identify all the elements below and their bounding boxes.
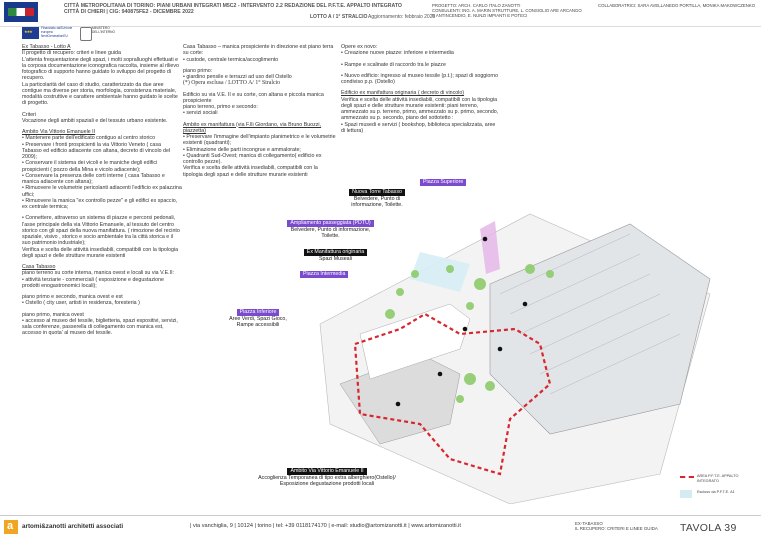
bullet: • Ostello ( city user, artisti in residenza, foresteria ) xyxy=(22,300,140,307)
bullet: • Spazi musedi e servizi ( bookshop, biblioteca specializzata, aree di lettura) xyxy=(341,121,496,134)
ambito-ve-tag: Ambito Via Vittorio Emanuele II xyxy=(287,468,366,475)
paragraph: Edificio su via V.E. II e su corte, con altana e piccola manica prospiciente xyxy=(183,91,324,104)
piazza-inferiore-desc: Aree Verdi, Spazi Gioco, Rampe accessibili xyxy=(229,315,287,328)
bullet: • Conservare il sistema dei vicoli e le maniche degli edifici prospicienti ( pozzo della Mina e vicolo adiacente); xyxy=(22,160,158,173)
italia-domani-logo xyxy=(4,2,38,22)
footer-subject xyxy=(575,521,658,531)
footer-subject-line1: EX-TABASSO xyxy=(575,521,603,526)
paragraph: Il progetto di recupero: criteri e linee guida xyxy=(22,50,121,57)
ampliamento-desc: Belvedere, Punto di informazione, Toilette. xyxy=(290,226,371,239)
paragraph: piano terreno su corte interna, manica ovest e locali su via V.E.II: xyxy=(22,270,175,277)
footer xyxy=(0,515,761,539)
header-title-line1: CITTÀ METROPOLITANA DI TORINO: PIANI URBANI INTEGRATI M5C2 - INTERVENTO 2.2 REDAZIONE DEL P.F.T.E. APPALTO INTEGRATO xyxy=(64,3,402,9)
paragraph: La particolarità del caso di studio, caratterizzato da due aree contigue ma diverse per storia, morfologia, consistenza materiale, modalità costruttive e carattere ambientale hanno guidato le scelte di progetto. xyxy=(22,81,178,107)
collaborators-label: COLLABORATRICI: SARA AVELLANEDO PORTILLA, MONIKA MAKOWCZENKO xyxy=(598,3,756,8)
ministry-text: MINISTERO DELL'INTERNO xyxy=(92,26,115,34)
piazza-superiore-label xyxy=(420,179,466,186)
bullet: • Preservare l'immagine dell'impianto planimetrico e le volumetrie esistenti (quadranti); xyxy=(183,134,336,147)
paragraph: Casa Tabasso – manica prospiciente in direzione est piano terra su corte: xyxy=(183,44,334,57)
studio-address: | via vanchiglia, 9 | 10124 | torino | tel: +39 0118174170 | e-mail: studio@artomizanotti.it | www.artomizanotti.it xyxy=(190,523,461,529)
ex-manifattura-tag: Ex Manifattura originaria xyxy=(304,249,367,256)
piazza-inferiore-tag: Piazza Inferiore xyxy=(237,309,280,316)
bullet: • Nuovo edificio: ingresso al museo tessile (p.t.); spazi di soggiorno condiviso p.p. (Ostello) xyxy=(341,72,499,85)
ampliamento-tag: Ampliamento passeggiata (PDTU) xyxy=(287,220,373,227)
ambito-ve-desc: Accoglienza Temporanea di tipo extra alberghiero(Ostello)/ Esposizione degustazione prodotti locali xyxy=(258,474,396,487)
paragraph: piano primo e secondo, manica ovest e est xyxy=(22,294,123,300)
bullet: • attività terziarie - commerciali ( esposizione e degustazione prodotti enogastronomici locali); xyxy=(22,276,164,289)
bullet: • servizi sociali xyxy=(183,110,218,117)
paragraph: piano primo, manica ovest xyxy=(22,311,84,318)
header-title-line2: CITTÀ DI CHIERI | CIG: 940875FE2 - DICEMBRE 2022 xyxy=(64,9,194,15)
update-label: Aggiornamento: febbraio 2023 xyxy=(368,14,436,20)
bullet: • Eliminazione delle parti incongrue e ammalorate; xyxy=(183,146,301,153)
subsection-title: Ambito Via Vittorio Emanuele II xyxy=(22,129,96,135)
subsection-title: Ambito ex manifattura (via F.lli Giordano, via Bruno Buozzi, piazzetta) xyxy=(183,121,322,134)
subsection-title: Edificio ex manifattura originaria ( decreto di vincolo) xyxy=(341,90,465,97)
bullet: • Rampe e scalinate di raccordo tra le piazze xyxy=(341,61,446,68)
paragraph: Verifica e scelta delle attività insediabili, compatibili con la tipologia degli spazi e delle strutture murarie esistenti xyxy=(22,246,179,259)
piazza-superiore-tag: Piazza Superiore xyxy=(420,179,466,186)
legend-red-dash xyxy=(680,476,694,480)
piazza-inferiore-label xyxy=(227,309,289,328)
text-column-2 xyxy=(183,44,338,178)
studio-name: artomi&zanotti architetti associati xyxy=(22,523,124,530)
lot-label: LOTTO A / 1° STRALCIO xyxy=(310,14,368,20)
paragraph: Vocazione degli ambiti spaziali e del tessuto urbano esistente. xyxy=(22,117,168,124)
eu-funding-logos xyxy=(22,27,116,39)
paragraph: Opere ex novo: xyxy=(341,44,378,50)
nuova-torre-desc: Belvedere, Punto di informazione, Toilette. xyxy=(351,195,403,208)
ampliamento-label xyxy=(283,220,378,239)
eu-funded-text: Finanziato dall'Unione europea NextGenerationEU xyxy=(41,26,73,38)
nuova-torre-label xyxy=(342,189,412,208)
paragraph: Verifica e scelta delle attività insediabili, compatibili con la tipologia degli spazi e delle strutture murarie esistenti xyxy=(183,165,318,178)
ex-manifattura-label xyxy=(298,249,373,262)
paragraph: piano primo: xyxy=(183,67,213,74)
bullet: • custode, centrale termica/accoglimento xyxy=(183,56,279,63)
legend-escluso: Escluso da P.F.T.E. A1 xyxy=(697,490,735,494)
bullet: • Rimuovere la manica "ex controllo pezze" e gli edifici ex spaccio, ex centrale termica; xyxy=(22,197,178,210)
text-column-1 xyxy=(22,44,182,337)
eu-flag-icon xyxy=(22,27,39,39)
paragraph: Verifica e scelta delle attività insediabili, compatibili con la tipologia degli spazi e delle strutture murarie esistenti: piani terreno, ammezzato su p. terreno, primo, ammezzato su p. primo, secondo, ammezzato su p. secondo, piano del sottotetto : xyxy=(341,96,499,122)
bullet: • accesso al museo del tessile, biglietteria, spazi espositivi, servizi, sala conferenze, passerella di collegamento con manica est, accesso in quota' al museo del tessile. xyxy=(22,317,178,337)
footer-subject-line2: IL RECUPERO: CRITERI E LINEE GUIDA xyxy=(575,526,658,531)
bullet: • Connettere, attraverso un sistema di piazze e percorsi pedonali, l'asse principale della via Vittorio Emanuele, al tessuto del centro storico con gli spazi della nuova manifattura. ( rimozione del recinto spaziale, visivo , storico e socio ambientale tra la città storica e il suo patrimonio industriale); xyxy=(22,215,180,247)
piazza-intermedia-label xyxy=(300,271,348,278)
republic-crest-icon xyxy=(80,27,92,41)
ex-manifattura-desc: Spazi Museali xyxy=(319,255,352,262)
ambito-ve-label xyxy=(252,468,402,487)
consultants-label: CONSULENTI: ING. A. MARIN STRUTTURE, L. CONSIGLIO ARE ARCANGO E ANTINCENDIO, E. NUNZI IMPIANTI E POTECI xyxy=(432,8,582,18)
bullet: • Conservare la presenza delle corti interne ( casa Tabasso e manica adiacente con altana); xyxy=(22,172,165,185)
header xyxy=(0,0,761,27)
nuova-torre-tag: Nuova Torre Tabasso xyxy=(349,189,405,196)
bullet: • Rimuovere le volumetrie pericolanti adiacenti l'edificio ex palazzina uffici; xyxy=(22,185,182,198)
note: (*) Opera esclusa / LOTTO A/ 1° Stralcio xyxy=(183,80,281,87)
text-column-3 xyxy=(341,44,499,134)
paragraph: L'attenta frequentazione degli spazi, i molti sopralluoghi effettuati e la corposa documentazione iconografica raccolta, insieme al rilievo fotografico di supporto hanno guidato lo sviluppo del progetto di recupero. xyxy=(22,56,179,82)
studio-logo-icon xyxy=(4,520,18,534)
legend-blue-swatch xyxy=(680,490,692,498)
piazza-intermedia-tag: Piazza Intermedia xyxy=(300,271,348,278)
project-label: PROGETTO: ARCH. CARLO ITALO ZANOTTI xyxy=(432,3,521,8)
bullet: • Quadranti Sud-Ovest; manica di collegamento( edificio ex controllo pezze). xyxy=(183,152,322,165)
tavola-number: TAVOLA 39 xyxy=(680,522,737,534)
bullet: • Creazione nuove piazze: inferiore e intermedia xyxy=(341,50,454,57)
paragraph: piano terreno, primo e secondo: xyxy=(183,104,258,110)
section-title: Ex Tabasso - Lotto A xyxy=(22,44,71,50)
project-credits xyxy=(432,3,582,18)
bullet: • Preservare i fronti prospicienti la via Vittorio Veneto ( casa Tabasso ed edificio adiacente con altana, decreto di vincolo del 2009); xyxy=(22,141,171,160)
legend-area-pfte: AREA P.F.T.E. APPALTO INTEGRATO xyxy=(697,474,739,483)
bullet: • Mantenere parte dell'edificato contiguo al centro storico xyxy=(22,135,156,142)
bullet: • giardino pensile e terrazzi ad uso dell Ostello xyxy=(183,74,292,80)
paragraph: Criteri xyxy=(22,111,37,118)
subsection-title: Casa Tabasso xyxy=(22,264,56,270)
